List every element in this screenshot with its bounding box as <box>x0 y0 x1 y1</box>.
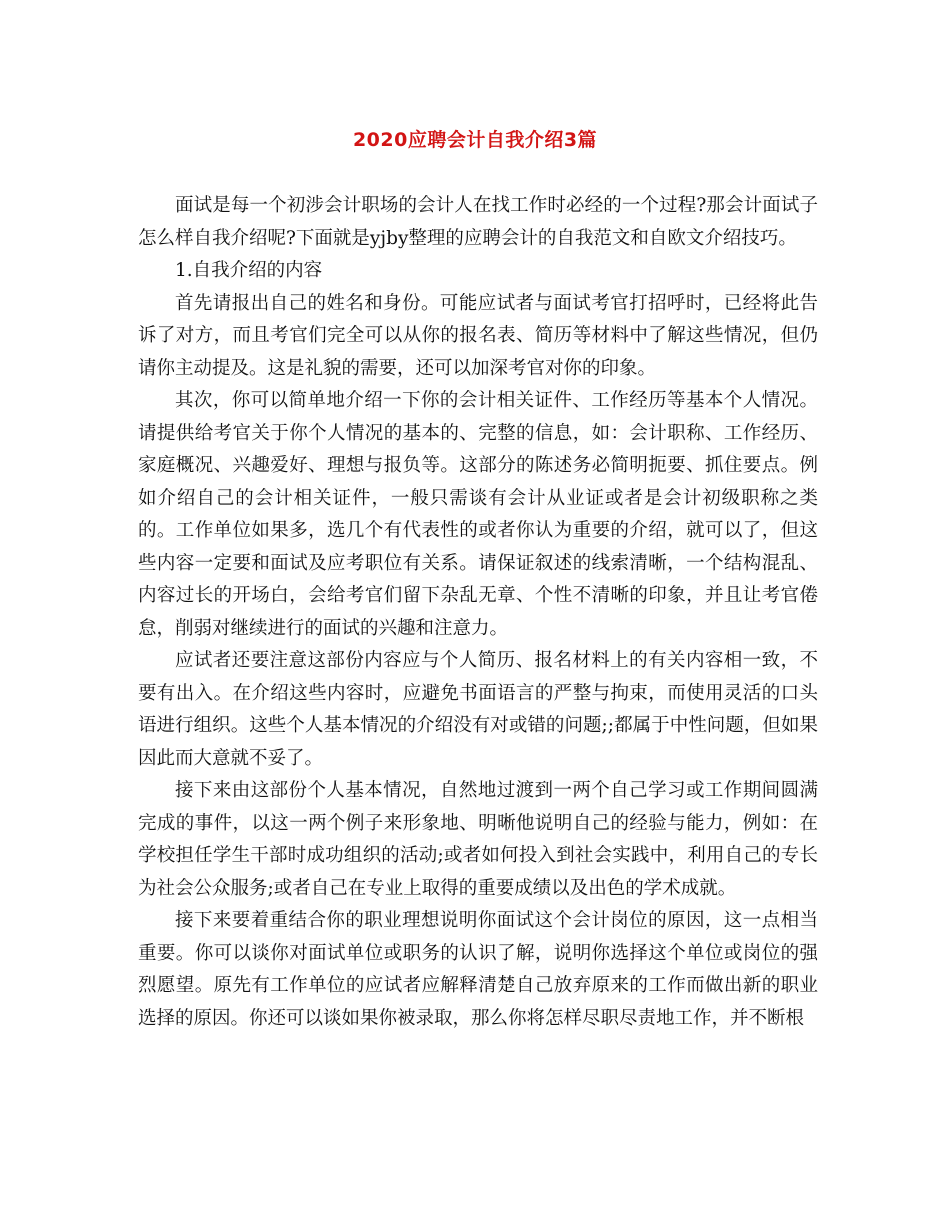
paragraph-basic-info: 其次，你可以简单地介绍一下你的会计相关证件、工作经历等基本个人情况。请提供给考官关于你个人情况的基本的、完整的信息，如：会计职称、工作经历、家庭概况、兴趣爱好、理想与报负等。这部分的陈述务必简明扼要、抓住要点。例如介绍自己的会计相关证件，一般只需谈有会计从业证或者是会计初级职称之类的。工作单位如果多，选几个有代表性的或者你认为重要的介绍，就可以了，但这些内容一定要和面试及应考职位有关系。请保证叙述的线索清晰，一个结构混乱、内容过长的开场白，会给考官们留下杂乱无章、个性不清晰的印象，并且让考官倦怠，削弱对继续进行的面试的兴趣和注意力。 <box>138 390 818 639</box>
paragraph-career-goal: 接下来要着重结合你的职业理想说明你面试这个会计岗位的原因，这一点相当重要。你可以谈你对面试单位或职务的认识了解，说明你选择这个单位或岗位的强烈愿望。原先有工作单位的应试者应解释清楚自己放弃原来的工作而做出新的职业选择的原因。你还可以谈如果你被录取，那么你将怎样尽职尽责地工作，并不断根 <box>138 910 818 1029</box>
section-heading: 1.自我介绍的内容 <box>175 260 323 281</box>
paragraph-name-identity: 首先请报出自己的姓名和身份。可能应试者与面试考官打招呼时，已经将此告诉了对方，而且考官们完全可以从你的报名表、简历等材料中了解这些情况，但仍请你主动提及。这是礼貌的需要，还可以加深考官对你的印象。 <box>138 292 818 379</box>
paragraph-intro: 面试是每一个初涉会计职场的会计人在找工作时必经的一个过程?那会计面试子怎么样自我介绍呢?下面就是yjby整理的应聘会计的自我范文和自欧文介绍技巧。 <box>138 195 818 249</box>
paragraph-examples: 接下来由这部份个人基本情况，自然地过渡到一两个自己学习或工作期间圆满完成的事件，以这一两个例子来形象地、明晰他说明自己的经验与能力，例如：在学校担任学生干部时成功组织的活动;或者如何投入到社会实践中，利用自己的专长为社会公众服务;或者自己在专业上取得的重要成绩以及出色的学术成就。 <box>138 780 818 899</box>
document-body <box>138 190 818 1035</box>
paragraph-consistency: 应试者还要注意这部份内容应与个人简历、报名材料上的有关内容相一致，不要有出入。在介绍这些内容时，应避免书面语言的严整与拘束，而使用灵活的口头语进行组织。这些个人基本情况的介绍没有对或错的问题;;都属于中性问题，但如果因此而大意就不妥了。 <box>138 650 818 769</box>
document-title: 2020应聘会计自我介绍3篇 <box>352 129 598 151</box>
